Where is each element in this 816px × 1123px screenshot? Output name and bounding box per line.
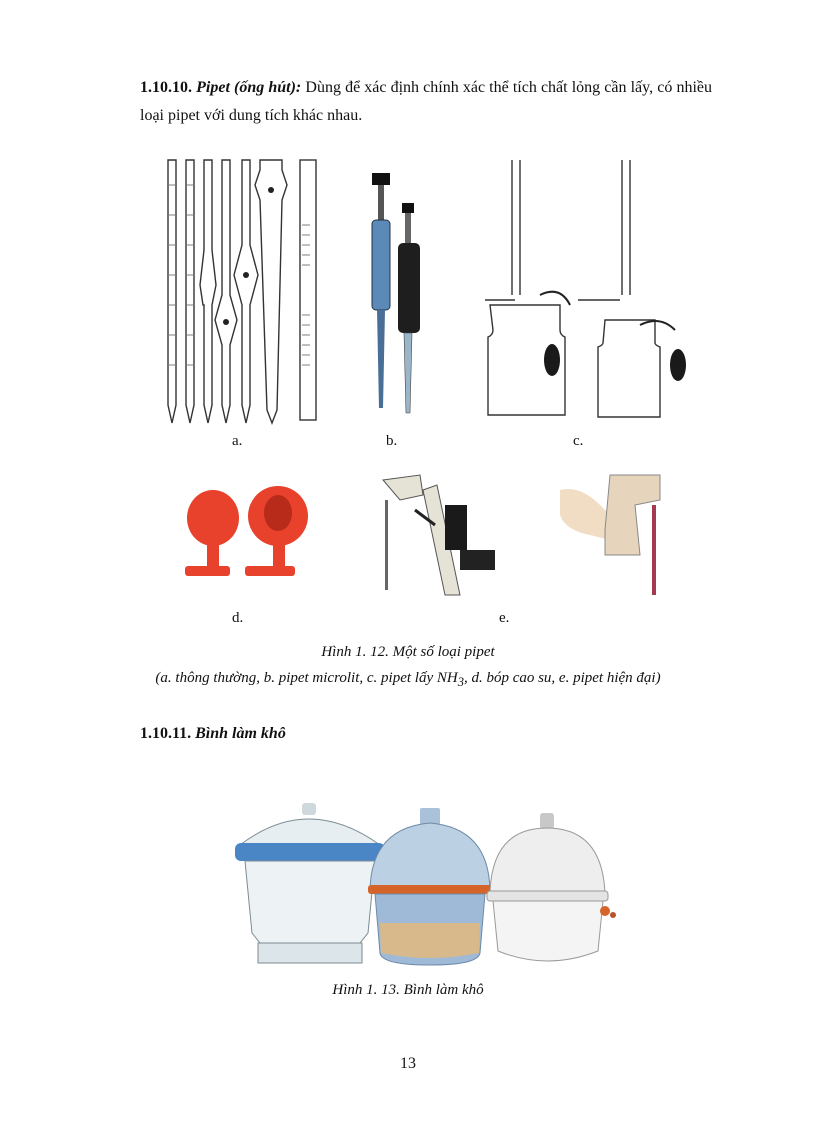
figure-subcaption-1-12: (a. thông thường, b. pipet microlit, c. pipet lấy $NH_3$, d. bóp cao su, e. pipet hiện đại) — [155, 670, 661, 689]
figure-label-e: e. — [499, 610, 510, 626]
figure-bop-cao-su — [175, 478, 325, 593]
section-title: Pipet (ống hút): — [196, 79, 302, 96]
figure-pipet-hien-dai-1 — [375, 465, 500, 600]
figure-caption-1-12: Hình 1. 12. Một số loại pipet — [321, 644, 495, 660]
figure-pipet-thong-thuong — [160, 155, 325, 430]
figure-label-d: d. — [232, 610, 244, 626]
section-title: Bình làm khô — [195, 725, 286, 742]
figure-pipet-hien-dai-2 — [555, 460, 670, 600]
figure-pipet-microlit — [360, 168, 430, 418]
section-paragraph-pipet — [140, 74, 712, 130]
page-number: 13 — [400, 1055, 416, 1072]
figure-label-b: b. — [386, 433, 398, 449]
section-heading-binh-lam-kho — [140, 725, 286, 743]
figure-binh-lam-kho — [230, 803, 620, 973]
figure-caption-1-13: Hình 1. 13. Bình làm khô — [332, 982, 484, 998]
figure-pipet-lay-nh3 — [470, 155, 695, 425]
figure-label-c: c. — [573, 433, 584, 449]
section-body: Dùng để xác định chính xác thể tích chất lỏng cần lấy, có nhiều loại pipet với dung tích khác nhau. — [140, 79, 713, 124]
section-number: 1.10.10. — [140, 79, 192, 96]
section-number: 1.10.11. — [140, 725, 192, 742]
figure-label-a: a. — [232, 433, 243, 449]
